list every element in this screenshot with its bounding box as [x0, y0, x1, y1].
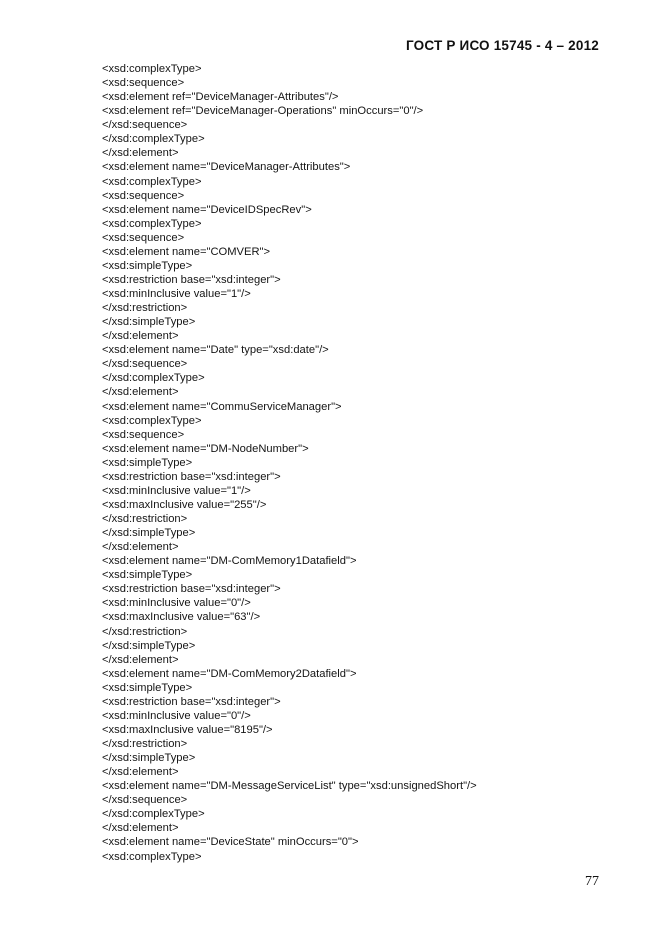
code-line: <xsd:element name="DM-MessageServiceList" type="xsd:unsignedShort"/>: [102, 780, 477, 793]
code-line: </xsd:restriction>: [102, 625, 188, 638]
code-line: </xsd:element>: [102, 386, 179, 399]
code-line: <xsd:restriction base="xsd:integer">: [102, 695, 281, 708]
code-line: <xsd:element name="DeviceState" minOccurs="0">: [102, 836, 359, 849]
code-line: </xsd:complexType>: [102, 133, 205, 146]
xml-schema-code-block: [102, 62, 621, 864]
code-line: <xsd:minInclusive value="0"/>: [102, 709, 251, 722]
code-line: </xsd:sequence>: [102, 358, 188, 371]
code-line: <xsd:element ref="DeviceManager-Operations" minOccurs="0"/>: [102, 105, 424, 118]
code-line: <xsd:minInclusive value="1"/>: [102, 484, 251, 497]
code-line: </xsd:restriction>: [102, 513, 188, 525]
code-line: </xsd:sequence>: [102, 794, 188, 807]
code-line: <xsd:element name="DM-NodeNumber">: [102, 442, 309, 455]
code-line: <xsd:element name="DM-ComMemory2Datafield">: [102, 667, 357, 680]
code-line: <xsd:restriction base="xsd:integer">: [102, 583, 281, 596]
code-line: <xsd:element name="Date" type="xsd:date"/>: [102, 344, 329, 357]
code-line: <xsd:maxInclusive value="63"/>: [102, 611, 261, 624]
code-line: <xsd:complexType>: [102, 217, 202, 230]
code-line: <xsd:complexType>: [102, 175, 202, 188]
code-line: <xsd:restriction base="xsd:integer">: [102, 273, 281, 286]
code-line: <xsd:sequence>: [102, 231, 185, 244]
code-line: </xsd:simpleType>: [102, 639, 196, 652]
page-number: 77: [585, 874, 599, 889]
code-line: </xsd:restriction>: [102, 302, 188, 315]
code-line: <xsd:element name="COMVER">: [102, 245, 271, 258]
code-line: <xsd:maxInclusive value="255"/>: [102, 498, 267, 511]
code-line: <xsd:sequence>: [102, 189, 185, 202]
code-line: <xsd:element name="DeviceManager-Attributes">: [102, 161, 351, 174]
code-line: </xsd:restriction>: [102, 738, 188, 750]
code-line: </xsd:simpleType>: [102, 752, 196, 765]
code-line: </xsd:simpleType>: [102, 316, 196, 329]
code-line: <xsd:minInclusive value="0"/>: [102, 597, 251, 610]
code-line: </xsd:element>: [102, 330, 179, 343]
code-line: <xsd:simpleType>: [102, 259, 193, 272]
code-line: </xsd:element>: [102, 822, 179, 835]
code-line: <xsd:simpleType>: [102, 569, 193, 582]
code-line: <xsd:restriction base="xsd:integer">: [102, 470, 281, 483]
code-line: <xsd:element name="CommuServiceManager">: [102, 400, 342, 413]
code-line: <xsd:sequence>: [102, 428, 185, 441]
code-line: <xsd:element name="DM-ComMemory1Datafield">: [102, 555, 357, 568]
code-line: <xsd:simpleType>: [102, 456, 193, 469]
code-line: <xsd:sequence>: [102, 77, 185, 90]
code-line: </xsd:simpleType>: [102, 527, 196, 540]
code-line: </xsd:sequence>: [102, 119, 188, 132]
code-line: </xsd:complexType>: [102, 808, 205, 821]
code-line: <xsd:complexType>: [102, 414, 202, 427]
code-line: </xsd:element>: [102, 147, 179, 160]
code-line: <xsd:complexType>: [102, 850, 202, 863]
code-line: <xsd:minInclusive value="1"/>: [102, 288, 251, 300]
code-line: <xsd:element name="DeviceIDSpecRev">: [102, 203, 312, 216]
page-header-standard-id: ГОСТ Р ИСО 15745 - 4 – 2012: [406, 38, 599, 53]
code-line: <xsd:simpleType>: [102, 681, 193, 694]
code-line: <xsd:complexType>: [102, 63, 202, 75]
code-line: </xsd:element>: [102, 653, 179, 666]
code-line: </xsd:element>: [102, 766, 179, 779]
code-line: </xsd:complexType>: [102, 372, 205, 385]
code-line: <xsd:maxInclusive value="8195"/>: [102, 723, 273, 736]
code-line: </xsd:element>: [102, 541, 179, 554]
code-line: <xsd:element ref="DeviceManager-Attributes"/>: [102, 91, 339, 104]
